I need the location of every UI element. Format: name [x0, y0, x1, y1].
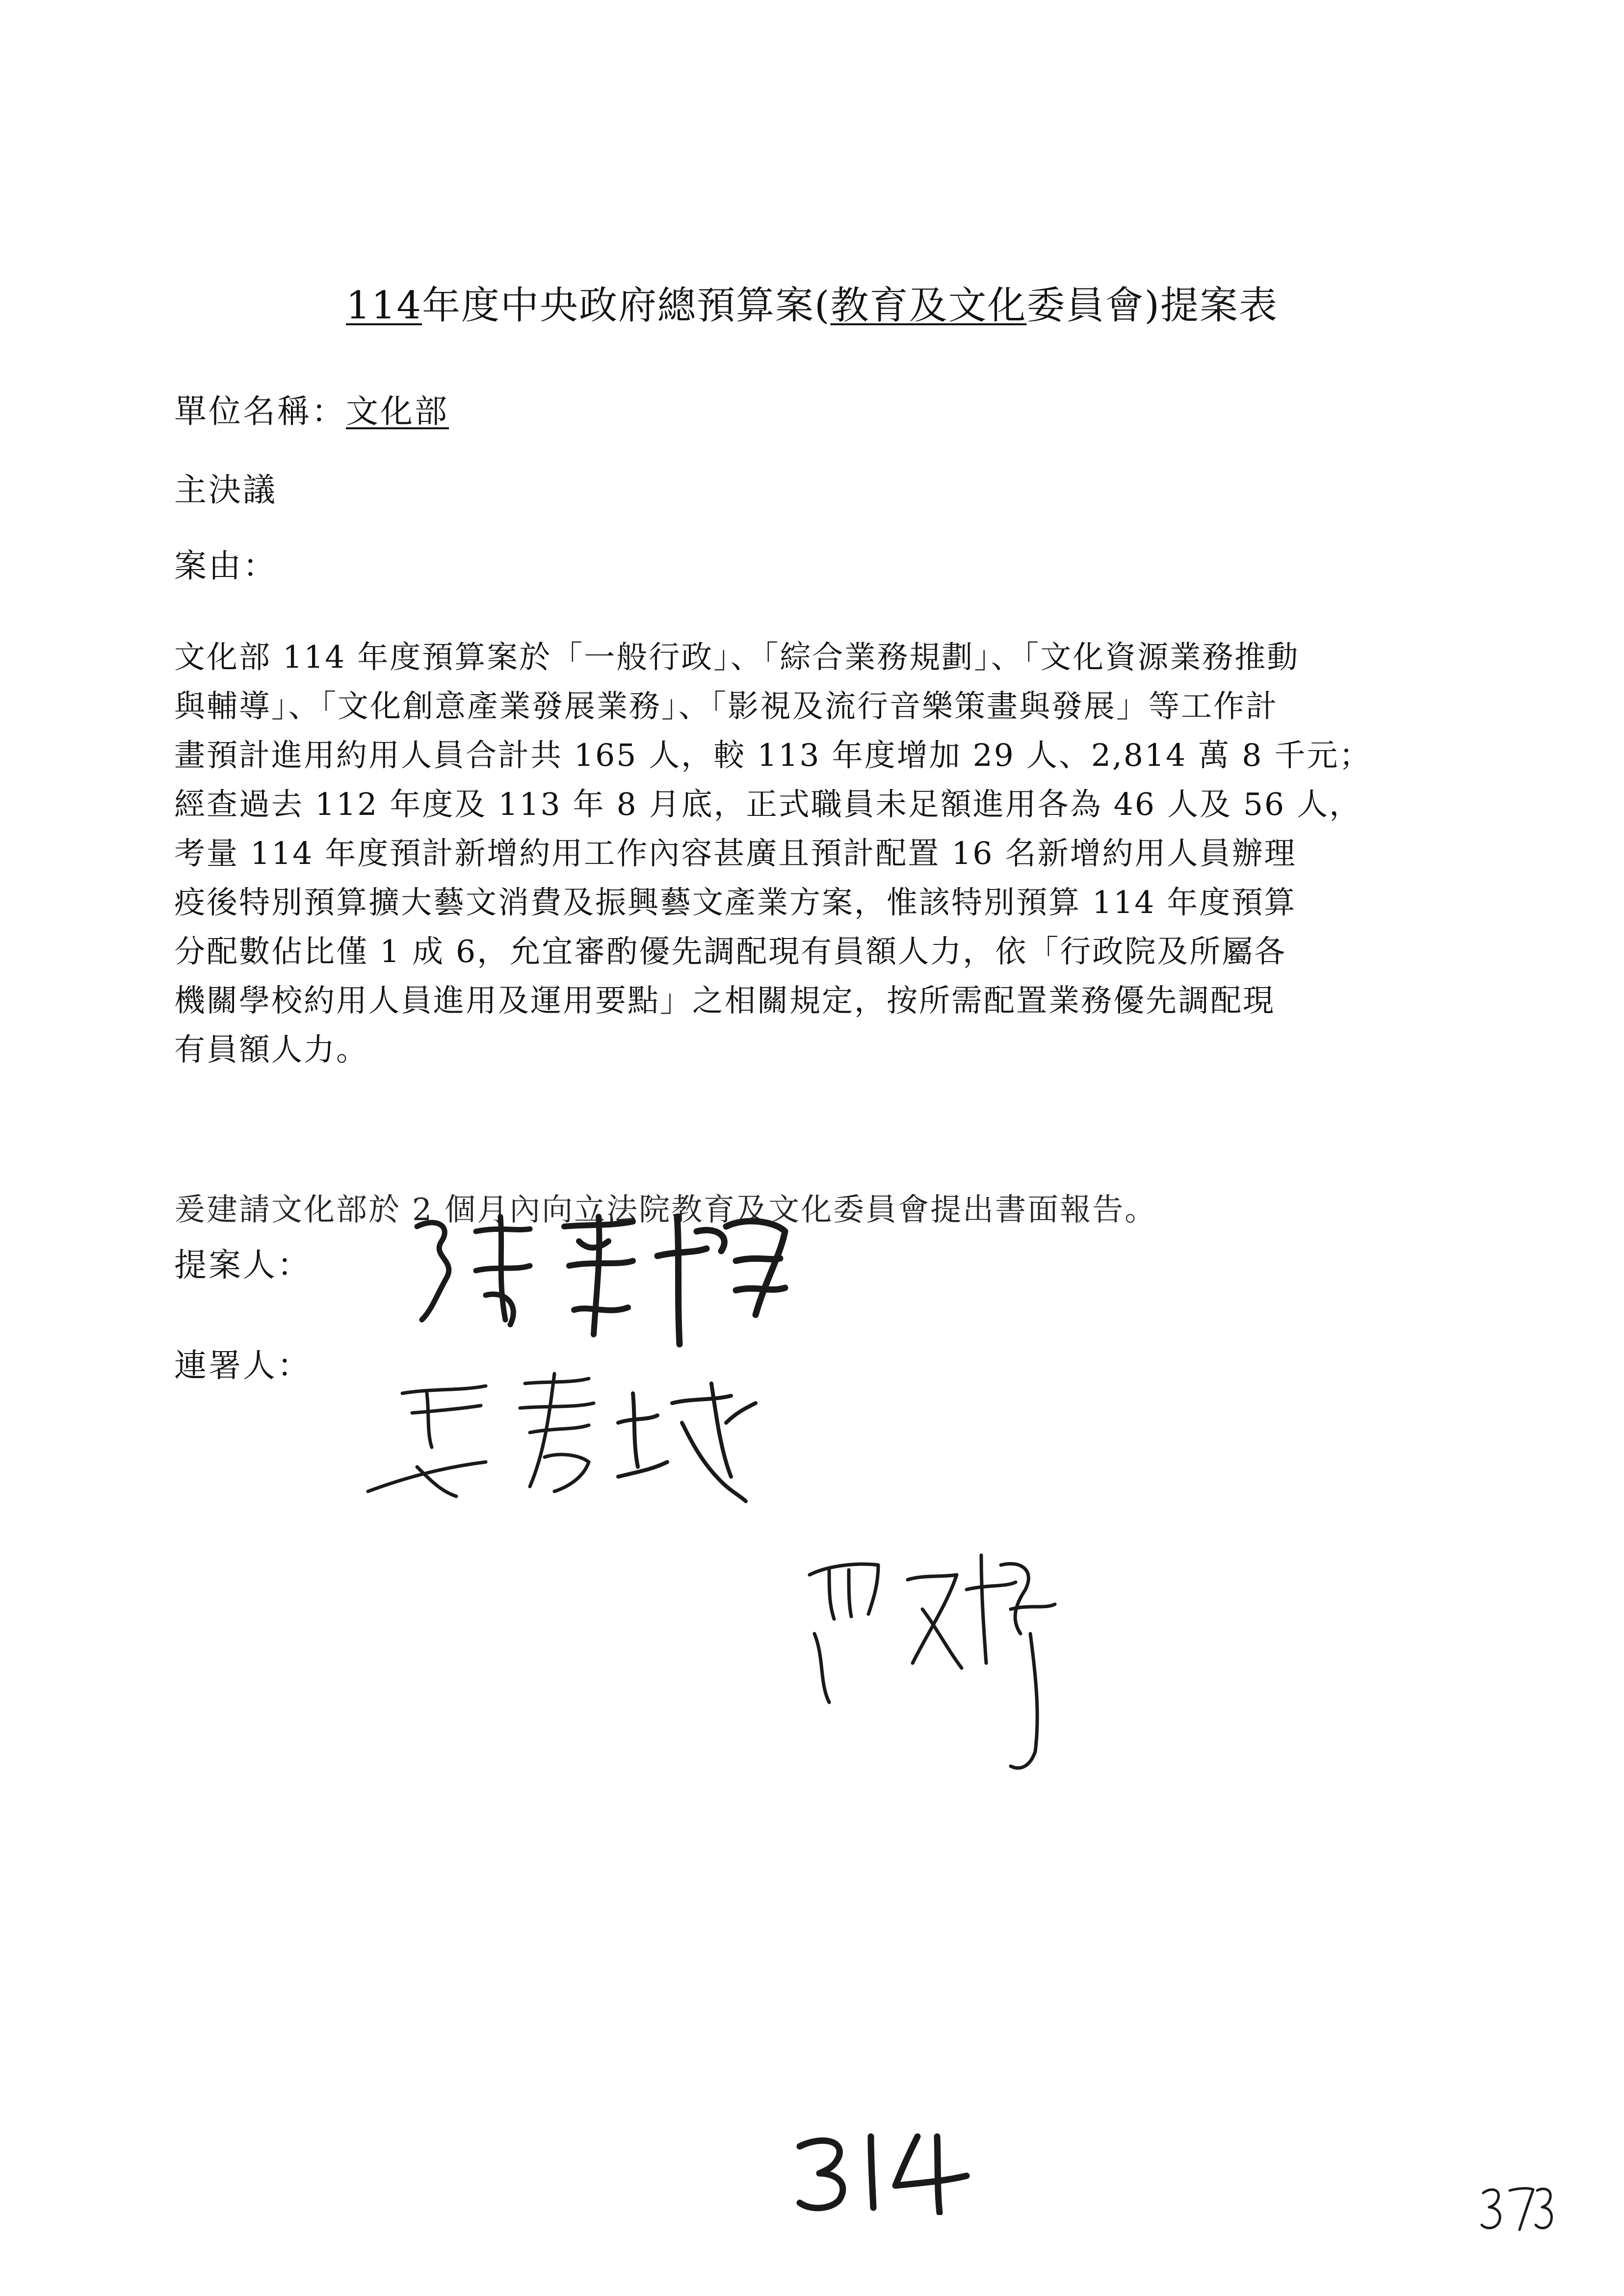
unit-row — [174, 385, 449, 432]
page-number — [1479, 2181, 1558, 2237]
proposer-label: 提案人： — [174, 1246, 312, 1284]
body-line: 與輔導」、「文化創意產業發展業務」、「影視及流行音樂策畫與發展」等工作計 — [174, 688, 1278, 724]
unit-value: 文化部 — [346, 392, 449, 430]
body-line: 考量 114 年度預計新增約用工作內容甚廣且預計配置 16 名新增約用人員辦理 — [174, 835, 1297, 871]
reason-body — [174, 633, 1479, 1074]
body-line: 文化部 114 年度預算案於「一般行政」、「綜合業務規劃」、「文化資源業務推動 — [174, 639, 1300, 675]
body-line: 疫後特別預算擴大藝文消費及振興藝文產業方案，惟該特別預算 114 年度預算 — [174, 885, 1297, 920]
body-line: 經查過去 112 年度及 113 年 8 月底，正式職員未足額進用各為 46 人及 56 人， — [174, 786, 1362, 822]
title-mid: 年度中央政府總預算案( — [422, 284, 831, 328]
cosigner-2-signature — [800, 1536, 1074, 1783]
body-line: 有員額人力。 — [174, 1032, 368, 1068]
reason-label: 案由： — [174, 547, 277, 585]
cosigner-1-signature-drawing — [358, 1364, 790, 1511]
title-end: 委員會)提案表 — [1026, 284, 1278, 328]
handwritten-number — [790, 2127, 976, 2217]
body-line: 分配數佔比僅 1 成 6，允宜審酌優先調配現有員額人力，依「行政院及所屬各 — [174, 934, 1287, 969]
unit-label: 單位名稱： — [174, 392, 346, 430]
request-text: 爰建請文化部於 2 個月內向立法院教育及文化委員會提出書面報告。 — [174, 1192, 1157, 1227]
page-title — [0, 275, 1624, 330]
page-number-drawing — [1479, 2181, 1558, 2235]
cosigner-2-signature-drawing — [800, 1536, 1074, 1781]
body-line: 畫預計進用約用人員合計共 165 人，較 113 年度增加 29 人、2,814 萬 8 千元； — [174, 737, 1372, 773]
cosigner-1-signature — [358, 1364, 790, 1513]
cosigner-label: 連署人： — [174, 1347, 312, 1384]
resolution-label: 主決議 — [174, 471, 277, 509]
title-committee: 教育及文化 — [830, 284, 1027, 328]
title-year: 114 — [346, 284, 422, 328]
body-line: 機關學校約用人員進用及運用要點」之相關規定，按所需配置業務優先調配現 — [174, 983, 1275, 1018]
proposer-signature-drawing — [402, 1197, 824, 1359]
proposer-signature — [402, 1197, 824, 1361]
handwritten-number-drawing — [790, 2127, 976, 2215]
